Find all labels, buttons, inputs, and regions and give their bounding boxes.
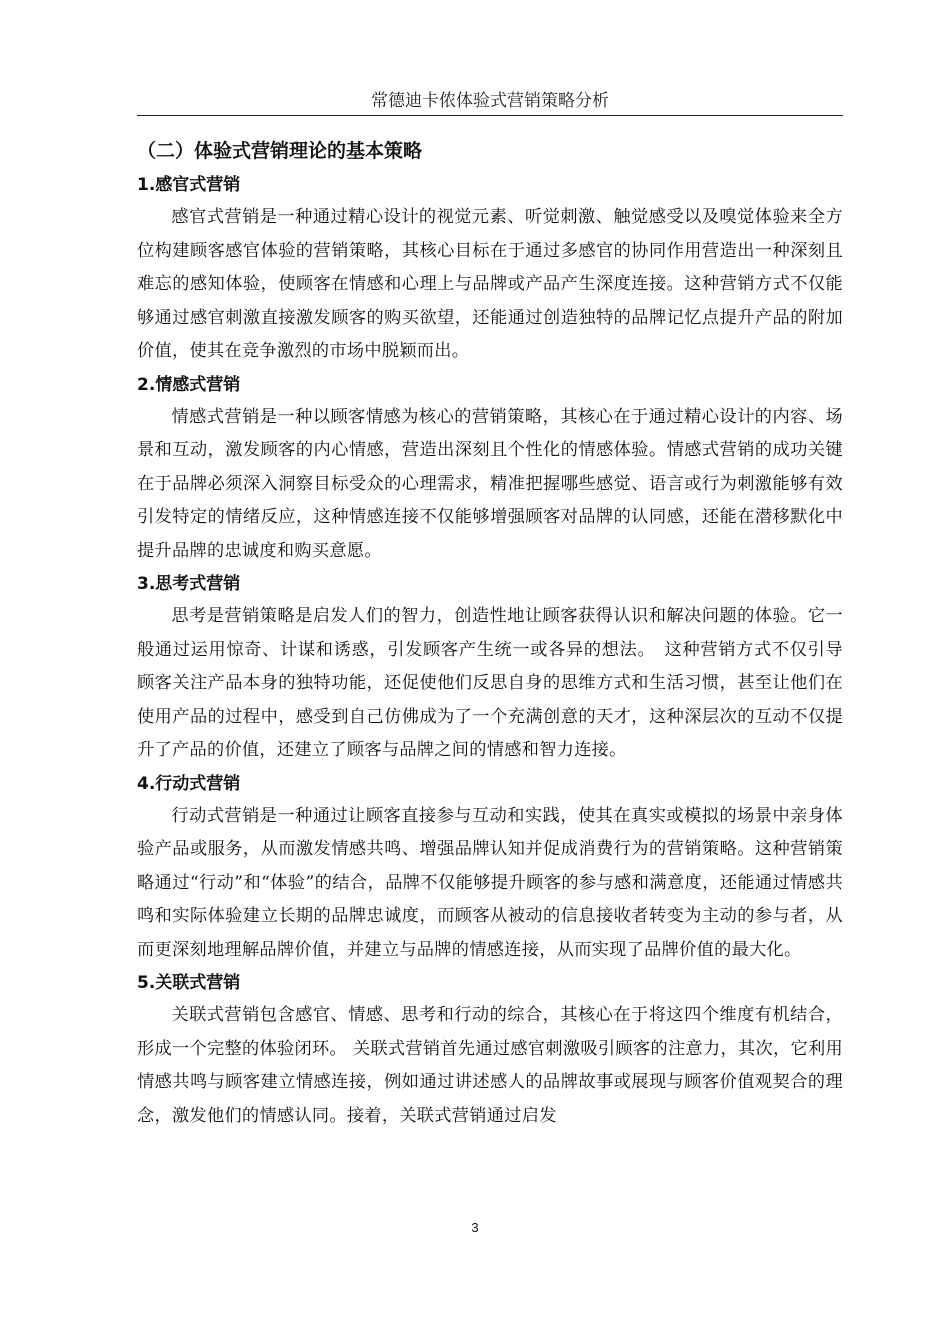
paragraph-action: 行动式营销是一种通过让顾客直接参与互动和实践，使其在真实或模拟的场景中亲身体验产品或服务，从而激发情感共鸣、增强品牌认知并促成消费行为的营销策略。这种营销策略通过“行动”和“体验”的结合，品牌不仅能够提升顾客的参与感和满意度，还能通过情感共鸣和实际体验建立长期的品牌忠诚度，而顾客从被动的信息接收者转变为主动的参与者，从而更深刻地理解品牌价值，并建立与品牌的情感连接，从而实现了品牌价值的最大化。 [137,805,843,960]
page-number: 3 [471,1220,479,1235]
section-title: （二）体验式营销理论的基本策略 [137,140,423,162]
paragraph-sensory: 感官式营销是一种通过精心设计的视觉元素、听觉刺激、触觉感受以及嗅觉体验来全方位构建顾客感官体验的营销策略，其核心目标在于通过多感官的协同作用营造出一种深刻且难忘的感知体验，使顾客在情感和心理上与品牌或产品产生深度连接。这种营销方式不仅能够通过感官刺激直接激发顾客的购买欲望，还能通过创造独特的品牌记忆点提升产品的附加价值，使其在竞争激烈的市场中脱颖而出。 [137,207,843,361]
header-divider [137,115,843,116]
running-header: 常德迪卡侬体验式营销策略分析 [371,91,609,111]
paragraph-emotional: 情感式营销是一种以顾客情感为核心的营销策略，其核心在于通过精心设计的内容、场景和互动，激发顾客的内心情感，营造出深刻且个性化的情感体验。情感式营销的成功关键在于品牌必须深入洞察目标受众的心理需求，精准把握哪些感觉、语言或行为刺激能够有效引发特定的情绪反应，这种情感连接不仅能够增强顾客对品牌的认同感，还能在潜移默化中提升品牌的忠诚度和购买意愿。 [137,406,843,561]
subsection-title-thinking: 3.思考式营销 [137,574,241,594]
subsection-title-action: 4.行动式营销 [137,773,241,794]
subsection-title-emotional: 2.情感式营销 [137,374,241,395]
subsection-title-sensory: 1.感官式营销 [137,175,241,195]
paragraph-thinking: 思考是营销策略是启发人们的智力，创造性地让顾客获得认识和解决问题的体验。它一般通过运用惊奇、计谋和诱惑，引发顾客产生统一或各异的想法。 这种营销方式不仅引导顾客关注产品本身的独特功能，还促使他们反思自身的思维方式和生活习惯，甚至让他们在使用产品的过程中，感受到自己仿佛成为了一个充满创意的天才，这种深层次的互动不仅提升了产品的价值，还建立了顾客与品牌之间的情感和智力连接。 [137,606,843,760]
paragraph-relational: 关联式营销包含感官、情感、思考和行动的综合，其核心在于将这四个维度有机结合，形成一个完整的体验闭环。 关联式营销首先通过感官刺激吸引顾客的注意力，其次，它利用情感共鸣与顾客建立情感连接，例如通过讲述感人的品牌故事或展现与顾客价值观契合的理念，激发他们的情感认同。接着，关联式营销通过启发 [137,1005,843,1126]
page-content [137,133,843,1133]
subsection-title-relational: 5.关联式营销 [137,973,241,993]
